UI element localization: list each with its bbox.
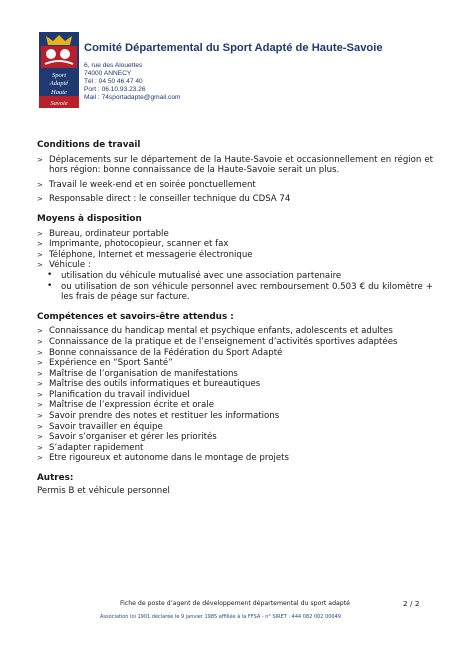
arrow-bullet-icon: > bbox=[37, 454, 43, 463]
arrow-bullet-icon: > bbox=[37, 261, 43, 270]
section-conditions bbox=[37, 140, 433, 205]
list-item: > Connaissance du handicap mental et psychique enfants, adolescents et adultes bbox=[37, 326, 393, 337]
arrow-bullet-icon: > bbox=[37, 422, 43, 431]
section-title: Moyens à disposition bbox=[37, 213, 142, 224]
dot-bullet-icon: • bbox=[47, 269, 53, 280]
arrow-bullet-icon: > bbox=[37, 240, 43, 249]
arrow-bullet-icon: > bbox=[37, 380, 43, 389]
logo-text-4: Savoie bbox=[50, 100, 68, 107]
arrow-bullet-icon: > bbox=[37, 229, 43, 238]
list-item: > Savoir s’organiser et gérer les priorités bbox=[37, 432, 217, 443]
address-email[interactable]: Mail : 74sportadapte@gmail.com bbox=[84, 93, 181, 101]
logo-text-1: Sport bbox=[51, 72, 67, 79]
arrow-bullet-icon: > bbox=[37, 359, 43, 368]
arrow-bullet-icon: > bbox=[37, 433, 43, 442]
list-item: > Travail le week-end et en soirée ponctuellement bbox=[37, 179, 256, 190]
list-item: > Bureau, ordinateur portable bbox=[37, 228, 169, 239]
list-item: > S’adapter rapidement bbox=[37, 442, 144, 453]
section-title: Compétences et savoirs-être attendus : bbox=[37, 311, 234, 322]
cdsa-logo bbox=[39, 32, 79, 108]
section-moyens bbox=[37, 214, 433, 303]
list-item: > Planification du travail individuel bbox=[37, 389, 190, 400]
page-number: 2 / 2 bbox=[403, 599, 420, 608]
list-item: > Expérience en “Sport Santé” bbox=[37, 358, 173, 369]
autres-text: Permis B et véhicule personnel bbox=[37, 485, 170, 496]
list-item: > Véhicule : bbox=[37, 260, 91, 271]
arrow-bullet-icon: > bbox=[37, 390, 43, 399]
list-item: > Déplacements sur le département de la Haute-Savoie et occasionnellement en région et hors région: bonne connaissance de la Haute-Savoie serait un plus. bbox=[37, 154, 433, 176]
section-title: Conditions de travail bbox=[37, 140, 141, 150]
arrow-bullet-icon: > bbox=[37, 369, 43, 378]
list-item: > Savoir travailler en équipe bbox=[37, 421, 163, 432]
sub-list-item: • utilisation du véhicule mutualisé avec une association partenaire bbox=[47, 269, 342, 281]
section-autres bbox=[37, 473, 433, 496]
org-title: Comité Départemental du Sport Adapté de Haute-Savoie bbox=[84, 42, 383, 54]
footer-doc-title: Fiche de poste d’agent de développement départemental du sport adapté bbox=[120, 600, 350, 607]
logo-emblem bbox=[39, 32, 79, 108]
list-item: > Bonne connaissance de la Fédération du Sport Adapté bbox=[37, 347, 283, 358]
address-phone: Tél : 04 50 46 47 40 bbox=[84, 77, 143, 85]
list-item: > Téléphone, Internet et messagerie électronique bbox=[37, 249, 253, 260]
list-item: > Maîtrise des outils informatiques et bureautiques bbox=[37, 379, 261, 390]
address-block bbox=[84, 62, 181, 102]
address-street: 6, rue des Alouettes bbox=[84, 62, 143, 69]
list-item: > Etre rigoureux et autonome dans le montage de projets bbox=[37, 453, 289, 464]
arrow-bullet-icon: > bbox=[37, 155, 43, 164]
arrow-bullet-icon: > bbox=[37, 443, 43, 452]
arrow-bullet-icon: > bbox=[37, 412, 43, 421]
arrow-bullet-icon: > bbox=[37, 180, 43, 189]
arrow-bullet-icon: > bbox=[37, 401, 43, 410]
arrow-bullet-icon: > bbox=[37, 348, 43, 357]
sub-list-item: • ou utilisation de son véhicule personnel avec remboursement 0.503 € du kilomètre + les frais de péage sur facture. bbox=[47, 280, 433, 303]
address-mobile: Port : 06.10.93.23.26 bbox=[84, 85, 146, 93]
dot-bullet-icon: • bbox=[47, 280, 53, 291]
footer-legal: Association loi 1901 déclarée le 9 janvier 1985 affiliée à la FFSA - n° SIRET : 444 082 002 00049 bbox=[100, 614, 341, 620]
list-item: > Maîtrise de l’organisation de manifestations bbox=[37, 368, 238, 379]
list-item: > Connaissance de la pratique et de l’enseignement d’activités sportives adaptées bbox=[37, 336, 398, 347]
logo-text-3: Haute bbox=[51, 89, 67, 96]
section-competences bbox=[37, 312, 433, 464]
list-item: > Imprimante, photocopieur, scanner et fax bbox=[37, 239, 229, 250]
arrow-bullet-icon: > bbox=[37, 195, 43, 204]
section-title: Autres: bbox=[37, 473, 74, 484]
list-item: > Maîtrise de l’expression écrite et orale bbox=[37, 400, 214, 411]
arrow-bullet-icon: > bbox=[37, 327, 43, 336]
arrow-bullet-icon: > bbox=[37, 250, 43, 259]
document-body bbox=[37, 140, 433, 505]
address-city: 74000 ANNECY bbox=[84, 69, 132, 77]
logo-text-2: Adapté bbox=[49, 80, 69, 87]
list-item: > Responsable direct : le conseiller technique du CDSA 74 bbox=[37, 194, 291, 205]
arrow-bullet-icon: > bbox=[37, 337, 43, 346]
list-item: > Savoir prendre des notes et restituer les informations bbox=[37, 411, 280, 422]
